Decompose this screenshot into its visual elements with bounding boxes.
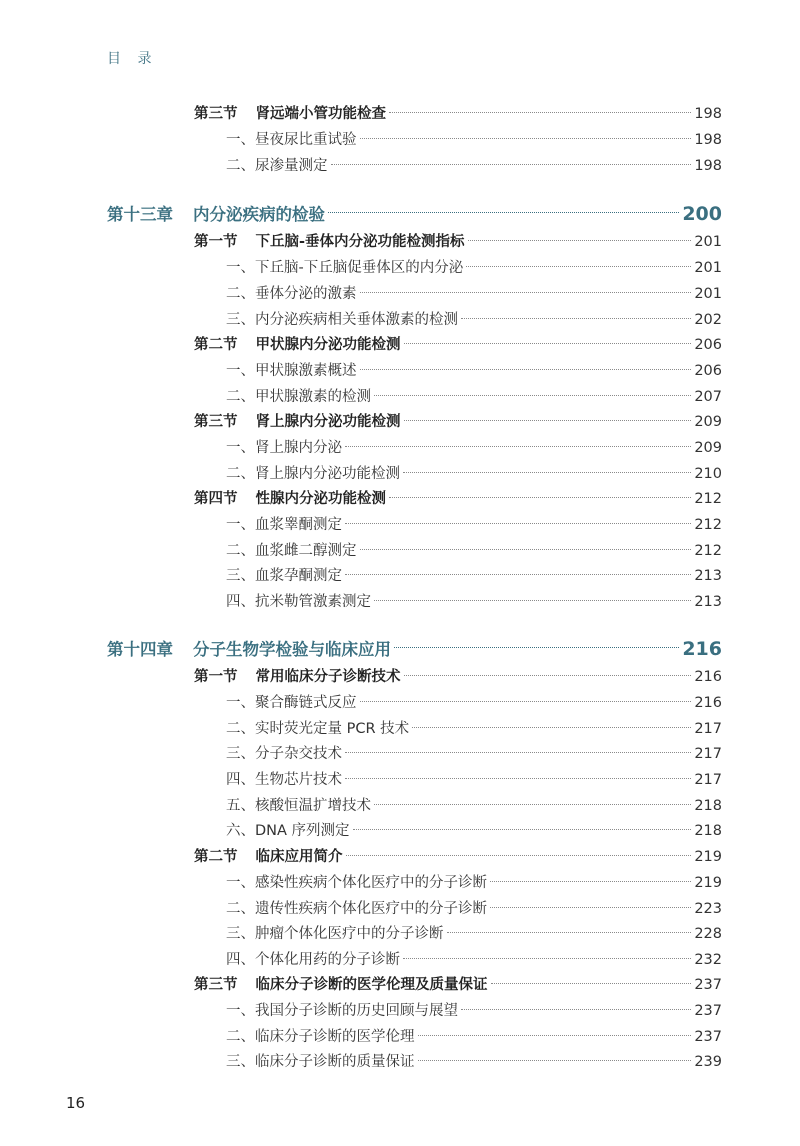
toc-item-title: 四、生物芯片技术 — [226, 772, 342, 788]
dot-leader — [331, 164, 692, 165]
toc-page-number: 217 — [694, 721, 722, 737]
toc-item-title: 四、抗米勒管激素测定 — [226, 594, 371, 610]
toc-section-row[interactable] — [194, 972, 722, 998]
toc-item-row[interactable] — [226, 767, 722, 793]
toc-page-number: 202 — [694, 312, 722, 328]
toc-item-row[interactable] — [226, 384, 722, 410]
dot-leader — [389, 112, 691, 113]
toc-section-title: 肾上腺内分泌功能检测 — [255, 414, 401, 430]
toc-item-title: 一、下丘脑-下丘脑促垂体区的内分泌 — [226, 260, 464, 276]
toc-section-row[interactable] — [194, 409, 722, 435]
toc-page-number: 207 — [694, 389, 722, 405]
dot-leader — [403, 958, 691, 959]
toc-item-row[interactable] — [226, 358, 722, 384]
toc-page-number: 213 — [694, 568, 722, 584]
toc-chapter-number: 第十四章 — [107, 640, 173, 659]
page-number: 16 — [66, 1094, 86, 1112]
toc-item-title: 一、昼夜尿比重试验 — [226, 132, 357, 148]
toc-page-number: 212 — [694, 491, 722, 507]
toc-page-number: 237 — [694, 1029, 722, 1045]
toc-section-number: 第二节 — [194, 849, 238, 865]
toc-chapter-number: 第十三章 — [107, 205, 173, 224]
toc-chapter-row[interactable] — [107, 633, 722, 665]
toc-page-number: 209 — [694, 414, 722, 430]
toc-item-row[interactable] — [226, 998, 722, 1024]
toc-item-row[interactable] — [226, 307, 722, 333]
toc-page-number: 213 — [694, 594, 722, 610]
toc-item-row[interactable] — [226, 870, 722, 896]
dot-leader — [491, 983, 692, 984]
toc-page-number: 216 — [682, 638, 722, 660]
toc-item-title: 四、个体化用药的分子诊断 — [226, 952, 400, 968]
dot-leader — [389, 497, 691, 498]
toc-item-title: 三、内分泌疾病相关垂体激素的检测 — [226, 312, 458, 328]
toc-page-number: 216 — [694, 669, 722, 685]
toc-chapter-title: 内分泌疾病的检验 — [193, 205, 325, 224]
toc-page-number: 228 — [694, 926, 722, 942]
dot-leader — [374, 600, 691, 601]
dot-leader — [345, 752, 691, 753]
toc-item-row[interactable] — [226, 741, 722, 767]
toc-section-row[interactable] — [194, 486, 722, 512]
toc-page-number: 206 — [694, 363, 722, 379]
dot-leader — [466, 266, 691, 267]
toc-item-title: 二、遗传性疾病个体化医疗中的分子诊断 — [226, 901, 487, 917]
dot-leader — [374, 804, 691, 805]
toc-page-number: 198 — [694, 158, 722, 174]
toc-item-title: 二、甲状腺激素的检测 — [226, 389, 371, 405]
toc-item-title: 二、血浆雌二醇测定 — [226, 543, 357, 559]
toc-section-number: 第三节 — [194, 977, 238, 993]
toc-page-number: 217 — [694, 746, 722, 762]
toc-item-row[interactable] — [226, 818, 722, 844]
dot-leader — [447, 932, 692, 933]
toc-section-title: 临床应用简介 — [255, 849, 343, 865]
toc-item-title: 二、尿渗量测定 — [226, 158, 328, 174]
toc-page-number: 219 — [694, 849, 722, 865]
dot-leader — [404, 420, 692, 421]
toc-section-title: 肾远端小管功能检查 — [255, 106, 386, 122]
toc-item-row[interactable] — [226, 793, 722, 819]
dot-leader — [353, 829, 692, 830]
toc-item-row[interactable] — [226, 716, 722, 742]
dot-leader — [394, 647, 679, 648]
toc-item-title: 一、肾上腺内分泌 — [226, 440, 342, 456]
dot-leader — [374, 395, 691, 396]
toc-section-number: 第一节 — [194, 234, 238, 250]
toc-item-row[interactable] — [226, 589, 722, 615]
toc-item-row[interactable] — [226, 1024, 722, 1050]
dot-leader — [345, 446, 691, 447]
toc-item-title: 一、甲状腺激素概述 — [226, 363, 357, 379]
dot-leader — [404, 343, 692, 344]
toc-section-row[interactable] — [194, 229, 722, 255]
dot-leader — [345, 778, 691, 779]
toc-section-title: 甲状腺内分泌功能检测 — [255, 337, 401, 353]
toc-section-row[interactable] — [194, 844, 722, 870]
toc-page-number: 232 — [694, 952, 722, 968]
toc-page-number: 218 — [694, 823, 722, 839]
dot-leader — [360, 138, 692, 139]
toc-item-title: 二、临床分子诊断的医学伦理 — [226, 1029, 415, 1045]
dot-leader — [403, 472, 691, 473]
dot-leader — [345, 523, 691, 524]
toc-section-title: 下丘脑-垂体内分泌功能检测指标 — [255, 234, 465, 250]
toc-section-number: 第一节 — [194, 669, 238, 685]
toc-section-number: 第四节 — [194, 491, 238, 507]
toc-item-row[interactable] — [226, 153, 722, 179]
dot-leader — [418, 1035, 692, 1036]
page-header: 目 录 — [107, 51, 158, 67]
toc-item-title: 一、血浆睾酮测定 — [226, 517, 342, 533]
dot-leader — [360, 369, 692, 370]
toc-section-row[interactable] — [194, 332, 722, 358]
toc-page-number: 218 — [694, 798, 722, 814]
toc-section-number: 第三节 — [194, 414, 238, 430]
dot-leader — [328, 212, 679, 213]
toc-page-number: 212 — [694, 543, 722, 559]
toc-page-number: 216 — [694, 695, 722, 711]
toc-page-number: 209 — [694, 440, 722, 456]
toc-item-title: 二、肾上腺内分泌功能检测 — [226, 466, 400, 482]
toc-item-row[interactable] — [226, 281, 722, 307]
toc-item-title: 五、核酸恒温扩增技术 — [226, 798, 371, 814]
dot-leader — [461, 1009, 691, 1010]
toc-item-title: 六、DNA 序列测定 — [226, 823, 350, 839]
toc-page-number: 200 — [682, 203, 722, 225]
dot-leader — [360, 549, 692, 550]
toc-page-number: 201 — [694, 286, 722, 302]
toc-page-number: 206 — [694, 337, 722, 353]
toc-section-number: 第二节 — [194, 337, 238, 353]
toc-item-title: 三、肿瘤个体化医疗中的分子诊断 — [226, 926, 444, 942]
toc-section-row[interactable] — [194, 664, 722, 690]
toc-item-title: 二、垂体分泌的激素 — [226, 286, 357, 302]
toc-section-title: 性腺内分泌功能检测 — [255, 491, 386, 507]
toc-section-title: 临床分子诊断的医学伦理及质量保证 — [255, 977, 488, 993]
toc-item-row[interactable] — [226, 435, 722, 461]
toc-page-number: 237 — [694, 1003, 722, 1019]
dot-leader — [346, 855, 692, 856]
dot-leader — [360, 292, 692, 293]
dot-leader — [490, 907, 691, 908]
toc-item-title: 三、血浆孕酮测定 — [226, 568, 342, 584]
toc-item-row[interactable] — [226, 896, 722, 922]
dot-leader — [404, 675, 692, 676]
dot-leader — [412, 727, 691, 728]
toc-page-number: 212 — [694, 517, 722, 533]
toc-page-number: 210 — [694, 466, 722, 482]
toc-item-row[interactable] — [226, 921, 722, 947]
toc-item-row[interactable] — [226, 947, 722, 973]
toc-page-number: 198 — [694, 106, 722, 122]
toc-page-number: 237 — [694, 977, 722, 993]
dot-leader — [461, 318, 691, 319]
toc-section-title: 常用临床分子诊断技术 — [255, 669, 401, 685]
dot-leader — [490, 881, 691, 882]
toc-item-row[interactable] — [226, 127, 722, 153]
toc-page-number: 219 — [694, 875, 722, 891]
toc-section-row[interactable] — [194, 101, 722, 127]
toc-item-row[interactable] — [226, 538, 722, 564]
toc-chapter-row[interactable] — [107, 198, 722, 230]
toc-item-title: 一、聚合酶链式反应 — [226, 695, 357, 711]
toc-item-title: 三、分子杂交技术 — [226, 746, 342, 762]
toc-item-row[interactable] — [226, 255, 722, 281]
toc-item-row[interactable] — [226, 461, 722, 487]
toc-page-number: 223 — [694, 901, 722, 917]
toc-item-title: 二、实时荧光定量 PCR 技术 — [226, 721, 410, 737]
toc-section-number: 第三节 — [194, 106, 238, 122]
dot-leader — [360, 701, 692, 702]
toc-item-title: 一、感染性疾病个体化医疗中的分子诊断 — [226, 875, 487, 891]
toc-item-row[interactable] — [226, 563, 722, 589]
toc-page-number: 201 — [694, 260, 722, 276]
dot-leader — [468, 240, 692, 241]
toc-chapter-title: 分子生物学检验与临床应用 — [193, 640, 391, 659]
dot-leader — [418, 1060, 692, 1061]
toc-item-title: 三、临床分子诊断的质量保证 — [226, 1054, 415, 1070]
toc-item-title: 一、我国分子诊断的历史回顾与展望 — [226, 1003, 458, 1019]
toc-item-row[interactable] — [226, 512, 722, 538]
toc-item-row[interactable] — [226, 690, 722, 716]
toc-page-number: 239 — [694, 1054, 722, 1070]
toc-page-number: 198 — [694, 132, 722, 148]
dot-leader — [345, 574, 691, 575]
toc-page-number: 201 — [694, 234, 722, 250]
toc-page-number: 217 — [694, 772, 722, 788]
toc-item-row[interactable] — [226, 1049, 722, 1075]
